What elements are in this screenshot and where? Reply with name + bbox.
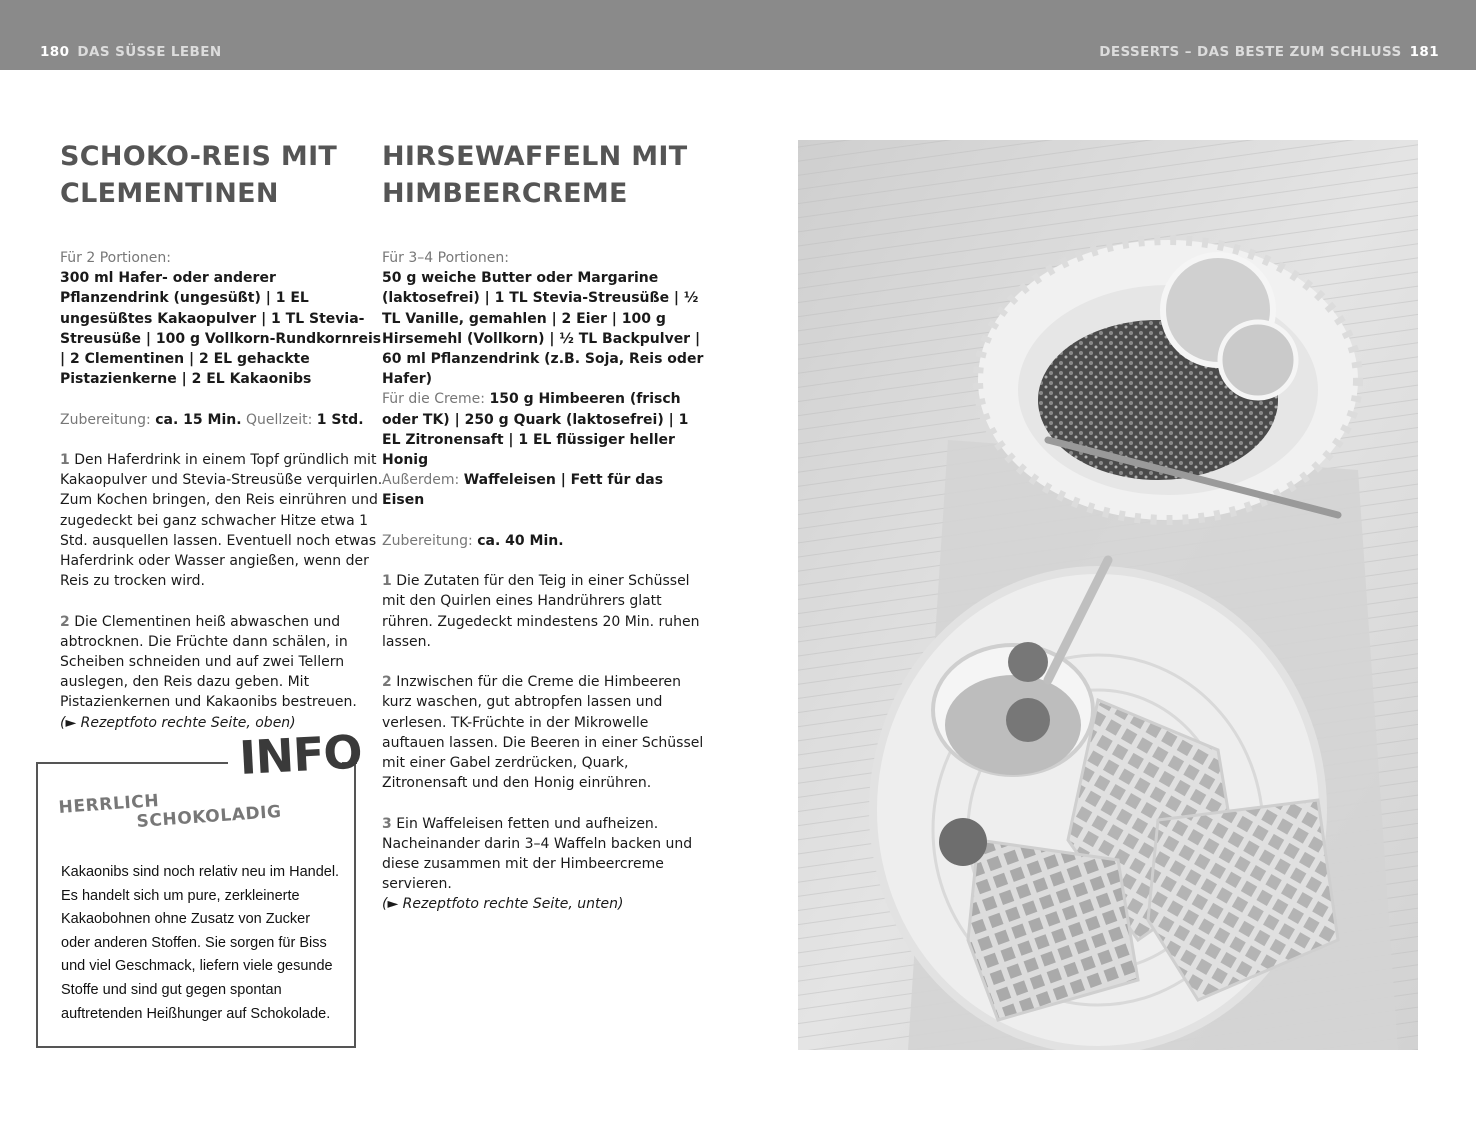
recipe1-photo-reference: (► Rezeptfoto rechte Seite, oben) (60, 714, 296, 731)
recipe2-ingredients: 50 g weiche Butter oder Margarine (laktosefrei) | 1 TL Stevia-Streusüße | ½ TL Vanille, gemahlen | 2 Eier | 100 g Hirsemehl (Vollkorn) | ½ TL Backpulver | 60 ml Pflanzendrink (z.B. Soja, Reis oder Hafer) (382, 270, 704, 388)
info-subtitle-line1: HERRLICH (58, 790, 160, 818)
recipe1-prep-value: ca. 15 Min. (155, 411, 242, 428)
left-section-title: DAS SÜSSE LEBEN (77, 44, 222, 60)
recipe2-step (382, 814, 707, 915)
recipe2-body (382, 248, 707, 915)
recipe2-step (382, 571, 707, 652)
recipe1-rest-value: 1 Std. (316, 411, 364, 428)
recipe2-cream-ingredients: 150 g Himbeeren (frisch oder TK) | 250 g Quark (laktosefrei) | 1 EL Zitronensaft | 1 EL flüssiger heller Honig (382, 391, 689, 469)
recipe2-photo-reference: (► Rezeptfoto rechte Seite, unten) (382, 896, 624, 913)
step-number: 3 (382, 815, 392, 832)
recipe2-extra-label: Außerdem: (382, 472, 460, 489)
step-number: 2 (382, 674, 392, 691)
info-subtitle-line2: SCHOKOLADIG (136, 801, 283, 832)
recipe2-prep-value: ca. 40 Min. (477, 532, 564, 549)
recipe1-prep-label: Zubereitung: (60, 411, 151, 428)
step-text: Ein Waffeleisen fetten und aufheizen. Nacheinander darin 3–4 Waffeln backen und diese zusammen mit der Himbeercreme servieren. (382, 815, 693, 893)
recipe2-step (382, 672, 707, 793)
recipe2-title (382, 138, 702, 212)
recipe2-title-line1: HIRSEWAFFELN MIT (382, 141, 688, 172)
recipe-photo-illustration (798, 140, 1418, 1050)
recipe1-step (60, 612, 385, 733)
step-number: 2 (60, 613, 70, 630)
recipe1-title-line1: SCHOKO-REIS MIT (60, 141, 338, 172)
step-text: Inzwischen für die Creme die Himbeeren kurz waschen, gut abtropfen lassen und verlesen. TK-Früchte in der Mikrowelle auftauen lassen. Die Beeren in einer Schüssel mit einer Gabel zerdrücken, Quark, Zitronensaft und den Honig einrühren. (382, 674, 704, 792)
step-text: Die Clementinen heiß abwaschen und abtrocknen. Die Früchte dann schälen, in Scheiben schneiden und auf zwei Tellern auslegen, den Reis dazu geben. Mit Pistazienkernen und Kakaonibs bestreuen. (60, 613, 357, 711)
info-text: Kakaonibs sind noch relativ neu im Handel. Es handelt sich um pure, zerkleinerte Kakaobohnen ohne Zusatz von Zucker oder anderen Stoffen. Sie sorgen für Biss und viel Geschmack, liefern viele gesunde Stoffe und sind gut gegen spontan auftretenden Heißhunger auf Schokolade. (61, 864, 340, 1022)
recipe1-servings: Für 2 Portionen: (60, 250, 172, 266)
right-section-title: DESSERTS – DAS BESTE ZUM SCHLUSS (1099, 44, 1402, 60)
recipe2-times (382, 531, 707, 551)
page-header (0, 0, 1476, 70)
step-text: Die Zutaten für den Teig in einer Schüssel mit den Quirlen eines Handrührers glatt rühren. Zugedeckt mindestens 20 Min. ruhen lassen. (382, 573, 700, 650)
recipe2-cream-label: Für die Creme: (382, 391, 486, 408)
recipe2-title-line2: HIMBEERCREME (382, 178, 628, 209)
recipe1-ingredients: 300 ml Hafer- oder anderer Pflanzendrink (ungesüßt) | 1 EL ungesüßtes Kakaopulver | 1 TL Stevia-Streusüße | 100 g Vollkorn-Rundkornreis | 2 Clementinen | 2 EL gehackte Pistazienkerne | 2 EL Kakaonibs (60, 270, 382, 388)
recipe2-prep-label: Zubereitung: (382, 532, 473, 549)
recipe2-extra-ingredients: Waffeleisen | Fett für das Eisen (382, 472, 664, 509)
recipe1-body (60, 248, 385, 733)
step-number: 1 (382, 573, 392, 590)
right-page-number: 181 (1409, 44, 1439, 60)
right-running-head (1099, 44, 1439, 60)
recipe1-title (60, 138, 380, 212)
left-page-number: 180 (40, 44, 70, 60)
step-text: Den Haferdrink in einem Topf gründlich mit Kakaopulver und Stevia-Streusüße verquirlen. Zum Kochen bringen, den Reis einrühren und zugedeckt bei ganz schwacher Hitze etwa 1 Std. ausquellen lassen. Eventuell noch etwas Haferdrink oder Wasser angießen, wenn der Reis zu trocken wird. (60, 452, 383, 590)
recipe-photo (798, 140, 1418, 1050)
info-title: INFO (238, 724, 363, 785)
recipe1-times (60, 410, 385, 430)
left-running-head (40, 44, 222, 60)
recipe2-servings: Für 3–4 Portionen: (382, 250, 509, 266)
recipe1-step (60, 450, 385, 591)
recipe1-title-line2: CLEMENTINEN (60, 178, 279, 209)
recipe1-rest-label: Quellzeit: (245, 411, 313, 428)
step-number: 1 (60, 452, 70, 468)
